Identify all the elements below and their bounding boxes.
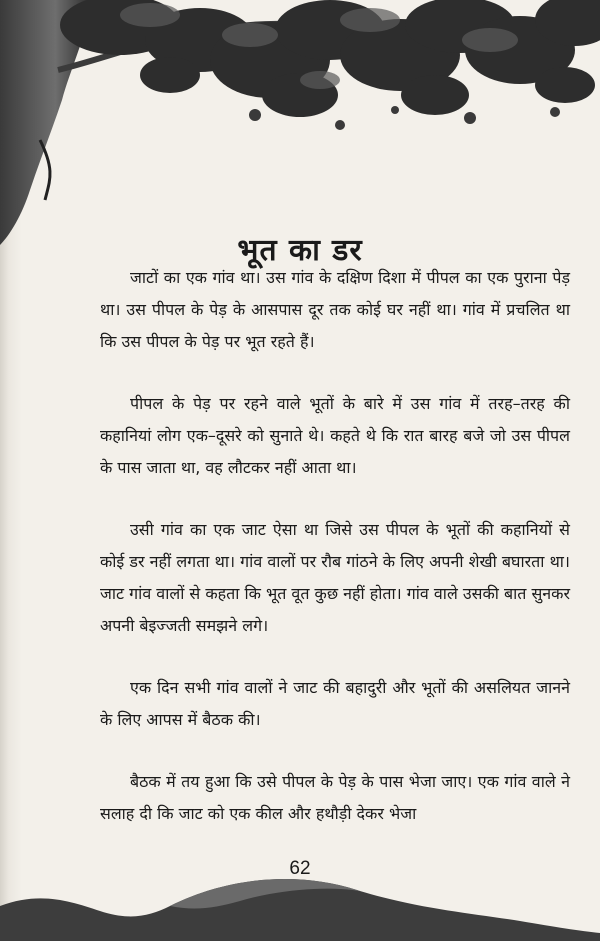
story-paragraph: पीपल के पेड़ पर रहने वाले भूतों के बारे में उस गांव में तरह–तरह की कहानियां लोग एक–दूसरे को सुनाते थे। कहते थे कि रात बारह बजे जो उस पीपल के पास जाता था, वह लौटकर नहीं आता था। [100, 394, 570, 477]
story-paragraph: जाटों का एक गांव था। उस गांव के दक्षिण दिशा में पीपल का एक पुराना पेड़ था। उस पीपल के पेड़ के आसपास दूर तक कोई घर नहीं था। गांव में प्रचलित था कि उस पीपल के पेड़ पर भूत रहते हैं। [100, 268, 570, 351]
story-paragraph: उसी गांव का एक जाट ऐसा था जिसे उस पीपल के भूतों की कहानियों से कोई डर नहीं लगता था। गांव वालों पर रौब गांठने के लिए अपनी शेखी बघारता था। जाट गांव वालों से कहता कि भूत वूत कुछ नहीं होता। गांव वाले उसकी बात सुनकर अपनी बेइज्जती समझने लगे। [100, 520, 571, 635]
page-number: 62 [289, 858, 311, 879]
story-text [100, 262, 570, 860]
story-paragraph: बैठक में तय हुआ कि उसे पीपल के पेड़ के पास भेजा जाए। एक गांव वाले ने सलाह दी कि जाट को एक कील और हथौड़ी देकर भेजा [100, 772, 570, 823]
chapter-title: भूत का डर [237, 233, 363, 269]
story-paragraph: एक दिन सभी गांव वालों ने जाट की बहादुरी और भूतों की असलियत जानने के लिए आपस में बैठक की। [100, 678, 570, 729]
tree-illustration [0, 0, 600, 260]
hill-illustration [0, 851, 600, 941]
